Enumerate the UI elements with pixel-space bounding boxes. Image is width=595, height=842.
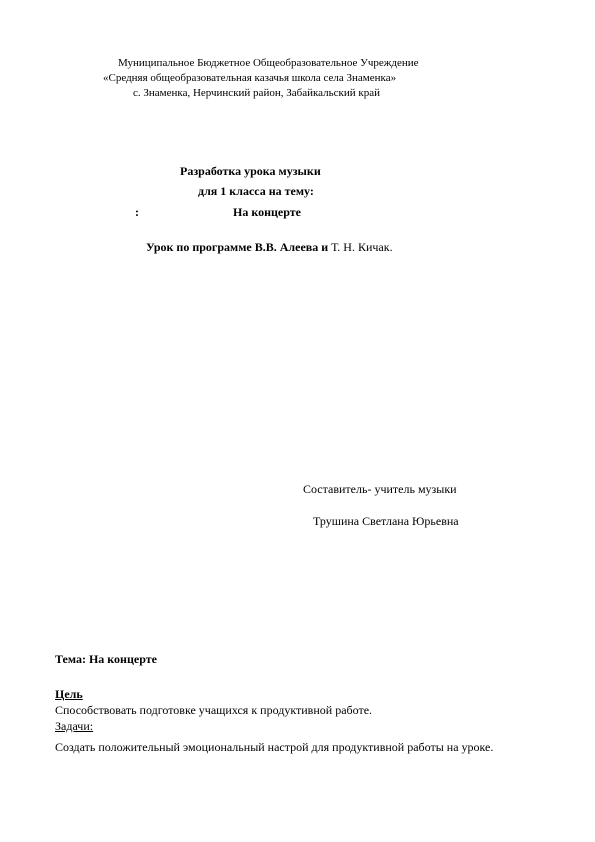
program-authors-text: Т. Н. Кичак.	[331, 240, 393, 254]
school-name-line: Муниципальное Бюджетное Общеобразовательное Учреждение	[118, 57, 419, 69]
document-title: Разработка урока музыки	[180, 164, 321, 178]
author-name: Трушина Светлана Юрьевна	[313, 514, 459, 528]
goal-heading: Цель	[55, 687, 83, 701]
school-address-line: с. Знаменка, Нерчинский район, Забайкальский край	[133, 87, 381, 99]
lesson-topic: На концерте	[233, 205, 301, 219]
document-subtitle: для 1 класса на тему:	[198, 184, 314, 198]
author-role: Составитель- учитель музыки	[303, 482, 457, 496]
lesson-theme: Тема: На концерте	[55, 652, 157, 666]
tasks-text: Создать положительный эмоциональный настрой для продуктивной работы на уроке.	[55, 740, 494, 754]
title-colon: :	[135, 205, 139, 219]
school-full-name-line: «Средняя общеобразовательная казачья школа села Знаменка»	[103, 72, 397, 84]
tasks-heading: Задачи:	[55, 719, 94, 733]
program-line	[146, 240, 393, 255]
program-bold-text: Урок по программе В.В. Алеева и	[146, 240, 329, 254]
goal-text: Способствовать подготовке учащихся к продуктивной работе.	[55, 703, 373, 717]
